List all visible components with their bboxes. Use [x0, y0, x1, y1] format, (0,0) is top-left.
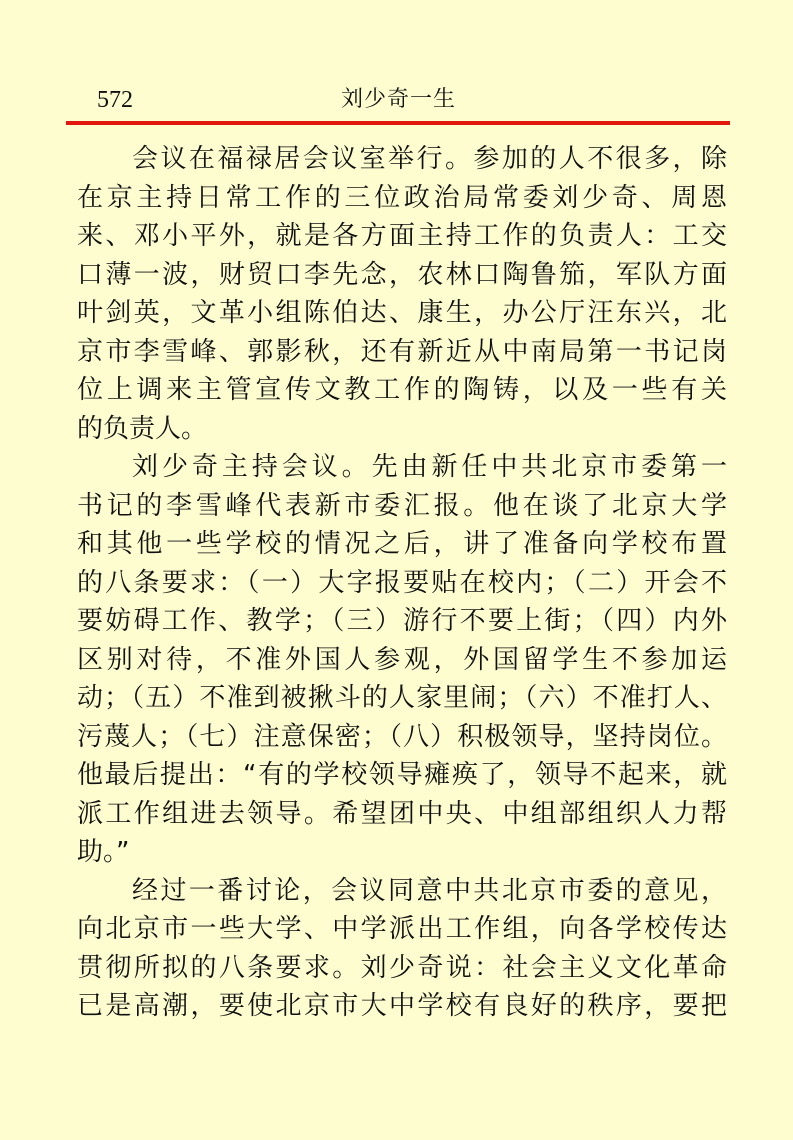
running-title: 刘少奇一生 — [341, 87, 457, 112]
text-line: 向北京市一些大学、中学派出工作组，向各学校传达 — [77, 914, 727, 944]
text-line: 刘少奇主持会议。先由新任中共北京市委第一 — [132, 452, 727, 482]
text-line: 贯彻所拟的八条要求。刘少奇说：社会主义文化革命 — [77, 952, 727, 983]
text-line: 派工作组进去领导。希望团中央、中组部组织人力帮 — [77, 798, 727, 829]
text-line: 口薄一波，财贸口李先念，农林口陶鲁笳，军队方面 — [77, 259, 727, 290]
text-line: 的负责人。 — [77, 413, 208, 444]
text-line: 书记的李雪峰代表新市委汇报。他在谈了北京大学 — [77, 490, 727, 521]
text-line: 经过一番讨论，会议同意中共北京市委的意见， — [132, 875, 727, 906]
text-line: 他最后提出：“有的学校领导瘫痪了，领导不起来，就 — [77, 760, 727, 790]
text-line: 叶剑英，文革小组陈伯达、康生，办公厅汪东兴，北 — [77, 298, 727, 328]
text-line: 在京主持日常工作的三位政治局常委刘少奇、周恩 — [77, 182, 727, 213]
text-line: 助。” — [77, 837, 130, 867]
text-line: 和其他一些学校的情况之后，讲了准备向学校布置 — [77, 529, 727, 559]
text-line: 位上调来主管宣传文教工作的陶铸，以及一些有关 — [77, 375, 727, 405]
text-line: 已是高潮，要使北京市大中学校有良好的秩序，要把 — [77, 991, 727, 1021]
text-line: 来、邓小平外，就是各方面主持工作的负责人：工交 — [77, 221, 727, 251]
header-rule — [66, 121, 730, 125]
text-line: 污蔑人；（七）注意保密；（八）积极领导，坚持岗位。 — [77, 721, 727, 752]
body-text — [77, 140, 727, 1026]
text-line: 京市李雪峰、郭影秋，还有新近从中南局第一书记岗 — [77, 336, 727, 367]
text-line: 动；（五）不准到被揪斗的人家里闹；（六）不准打人、 — [77, 683, 727, 713]
text-line: 的八条要求：（一）大字报要贴在校内；（二）开会不 — [77, 567, 727, 598]
text-line: 会议在福禄居会议室举行。参加的人不很多，除 — [132, 144, 727, 174]
text-line: 区别对待，不准外国人参观，外国留学生不参加运 — [77, 644, 727, 675]
page-number: 572 — [97, 87, 133, 113]
text-line: 要妨碍工作、教学；（三）游行不要上街；（四）内外 — [77, 606, 727, 636]
